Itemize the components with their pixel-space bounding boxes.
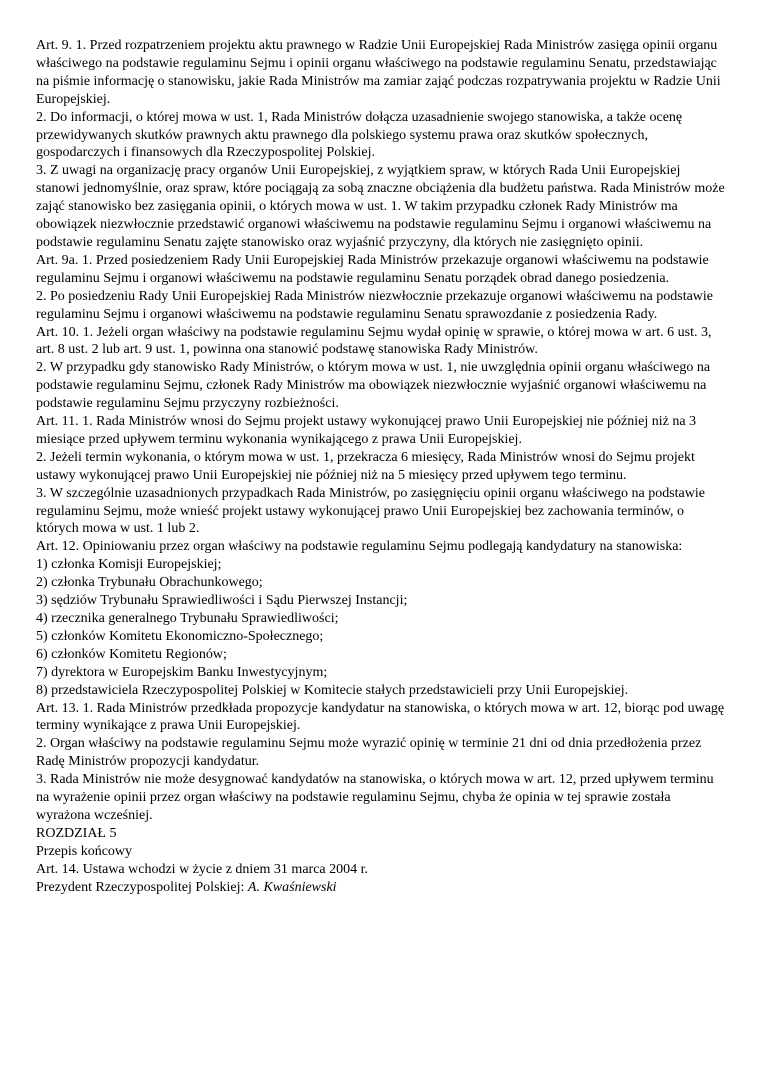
art-9a-para-1: Art. 9a. 1. Przed posiedzeniem Rady Unii Europejskiej Rada Ministrów przekazuje organowi właściwemu na podstawie regulaminu Sejmu i organowi właściwemu na podstawie regulaminu Senatu porządek obrad danego posiedzenia. [36,252,709,286]
art-12-item-6: 6) członków Komitetu Regionów; [36,646,227,662]
art-13-para-1: Art. 13. 1. Rada Ministrów przedkłada propozycje kandydatur na stanowiska, o których mowa w art. 12, biorąc pod uwagę terminy wynikające z prawa Unii Europejskiej. [36,700,725,734]
art-9a-para-2: 2. Po posiedzeniu Rady Unii Europejskiej Rada Ministrów niezwłocznie przekazuje organowi właściwemu na podstawie regulaminu Sejmu i organowi właściwemu na podstawie regulaminu Senatu sprawozdanie z posiedzenia Rady. [36,288,714,322]
art-12-item-2: 2) członka Trybunału Obrachunkowego; [36,575,263,591]
art-9-para-3: 3. Z uwagi na organizację pracy organów Unii Europejskiej, z wyjątkiem spraw, w których Rada Unii Europejskiej stanowi jednomyślnie, oraz spraw, które pociągają za sobą znaczne obciążenia dla budżetu państwa. Rada Ministrów może zająć stanowisko bez zasięgania opinii, o których mowa w ust. 1. W takim przypadku członek Rady Ministrów ma obowiązek niezwłocznie przedstawić organowi właściwemu na podstawie regulaminu Sejmu i organowi właściwemu na podstawie regulaminu Senatu zajęte stanowisko oraz wyjaśnić przyczyny, dla których nie zasięgnięto opinii. [36,163,725,250]
art-13-para-2: 2. Organ właściwy na podstawie regulaminu Sejmu może wyrazić opinię w terminie 21 dni od dnia przedłożenia przez Radę Ministrów propozycji kandydatur. [36,736,702,770]
art-12-item-3: 3) sędziów Trybunału Sprawiedliwości i Sądu Pierwszej Instancji; [36,593,408,609]
art-11-para-1: Art. 11. 1. Rada Ministrów wnosi do Sejmu projekt ustawy wykonującej prawo Unii Europejskiej nie później niż na 3 miesiące przed upływem terminu wykonania wynikającego z prawa Unii Europejskiej. [36,414,697,447]
signature-label: Prezydent Rzeczypospolitej Polskiej: [36,879,248,895]
art-11-para-2: 2. Jeżeli termin wykonania, o którym mowa w ust. 1, przekracza 6 miesięcy, Rada Ministrów wnosi do Sejmu projekt ustawy wykonującej prawo Unii Europejskiej nie później niż na 5 miesięcy przed upływem tego terminu. [36,449,695,483]
art-13-para-3: 3. Rada Ministrów nie może desygnować kandydatów na stanowiska, o których mowa w art. 12, przed upływem terminu na wyrażenie opinii przez organ właściwy na podstawie regulaminu Sejmu, chyba że opinia w tej sprawie została wyrażona wcześniej. [36,772,714,823]
art-10-para-1: Art. 10. 1. Jeżeli organ właściwy na podstawie regulaminu Sejmu wydał opinię w sprawie, o której mowa w art. 6 ust. 3, art. 8 ust. 2 lub art. 9 ust. 1, powinna ona stanowić podstawę stanowiska Rady Ministrów. [36,324,712,358]
art-12-item-5: 5) członków Komitetu Ekonomiczno-Społecznego; [36,628,324,644]
art-10-para-2: 2. W przypadku gdy stanowisko Rady Ministrów, o którym mowa w ust. 1, nie uwzględnia opinii organu właściwego na podstawie regulaminu Sejmu, członek Rady Ministrów ma obowiązek niezwłocznie wyjaśnić organowi właściwemu na podstawie regulaminu Sejmu przyczyny rozbieżności. [36,360,711,412]
art-12-item-8: 8) przedstawiciela Rzeczypospolitej Polskiej w Komitecie stałych przedstawicieli przy Unii Europejskiej. [36,682,629,698]
art-12-item-4: 4) rzecznika generalnego Trybunału Sprawiedliwości; [36,611,339,626]
art-11-para-3: 3. W szczególnie uzasadnionych przypadkach Rada Ministrów, po zasięgnięciu opinii organu właściwego na podstawie regulaminu Sejmu, może wnieść projekt ustawy wykonującej prawo Unii Europejskiej bez zachowania terminów, o których mowa w ust. 1 lub 2. [36,485,705,537]
signature-line [36,879,726,897]
art-14: Art. 14. Ustawa wchodzi w życie z dniem 31 marca 2004 r. [36,861,369,877]
art-9-para-1: Art. 9. 1. Przed rozpatrzeniem projektu aktu prawnego w Radzie Unii Europejskiej Rada Ministrów zasięga opinii organu właściwego na podstawie regulaminu Sejmu i opinii organu właściwego na podstawie regulaminu Senatu, przedstawiając na piśmie informację o stanowisku, jakie Rada Ministrów ma zamiar zająć podczas rozpatrywania projektu w Radzie Unii Europejskiej. [36,38,721,107]
chapter-heading: ROZDZIAŁ 5 [36,825,117,841]
art-12-intro: Art. 12. Opiniowaniu przez organ właściwy na podstawie regulaminu Sejmu podlegają kandydatury na stanowiska: [36,539,683,555]
art-12-item-1: 1) członka Komisji Europejskiej; [36,557,222,573]
art-9-para-2: 2. Do informacji, o której mowa w ust. 1, Rada Ministrów dołącza uzasadnienie swojego stanowiska, a także ocenę przewidywanych skutków prawnych aktu prawnego dla polskiego systemu prawa oraz skutków społecznych, gospodarczych i finansowych dla Rzeczypospolitej Polskiej. [36,109,683,161]
chapter-title: Przepis końcowy [36,843,133,859]
signature-name: A. Kwaśniewski [247,879,337,895]
art-12-item-7: 7) dyrektora w Europejskim Banku Inwestycyjnym; [36,664,328,680]
document-page [36,37,726,897]
